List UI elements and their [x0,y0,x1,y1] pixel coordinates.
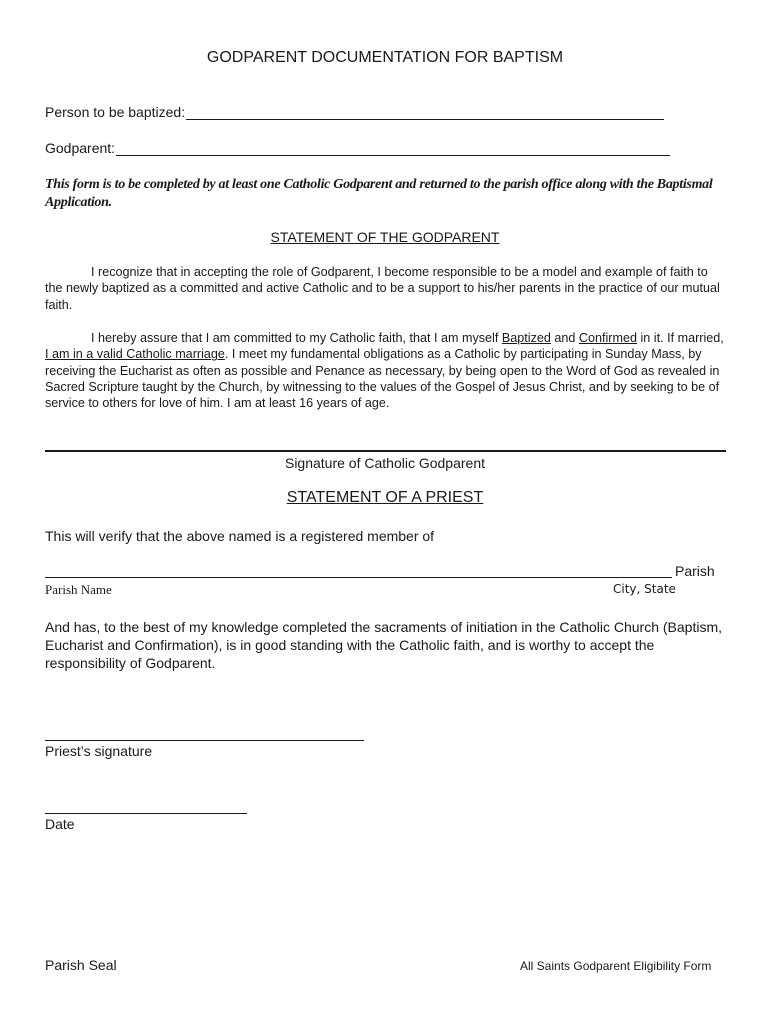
godparent-signature-line[interactable] [45,450,726,452]
person-to-be-baptized-field [45,104,664,120]
city-state-label: City, State [613,582,676,596]
priest-statement-heading: STATEMENT OF A PRIEST [286,489,484,506]
godparent-field [45,140,670,156]
date-label: Date [45,816,75,832]
parish-word: Parish [675,563,715,579]
parish-seal-label: Parish Seal [45,957,117,973]
parish-input-line[interactable] [45,577,672,578]
form-name-footer: All Saints Godparent Eligibility Form [520,959,712,973]
confirmed-term: Confirmed [578,331,637,345]
valid-marriage-term: I am in a valid Catholic marriage [45,347,225,362]
parish-name-label: Parish Name [45,582,112,597]
baptized-term: Baptized [501,331,551,345]
godparent-statement-heading: STATEMENT OF THE GODPARENT [270,229,500,245]
date-line[interactable] [45,813,247,814]
person-to-be-baptized-input-line[interactable] [186,105,664,120]
godparent-label: Godparent: [45,140,116,156]
godparent-input-line[interactable] [116,141,670,156]
page-title: GODPARENT DOCUMENTATION FOR BAPTISM [206,49,564,66]
instruction-note: This form is to be completed by at least one Catholic Godparent and returned to the parish office along with the Baptismal Application. [45,177,713,210]
priest-signature-line[interactable] [45,740,364,741]
priest-signature-label: Priest’s signature [45,743,153,759]
verify-text: This will verify that the above named is a registered member of [45,528,435,544]
godparent-statement-paragraph-2: I hereby assure that I am committed to my Catholic faith, that I am myself Baptized and Confirmed in it. If married, I am in a valid Catholic marriage. I meet my fundamental obligations as a Catholic by participating in Sunday Mass, by receiving the Eucharist as often as possible and Penance as necessary, by being open to the Word of God as revealed in Sacred Scripture taught by the Church, by witnessing to the values of the Gospel of Jesus Christ, and by seeking to be of service to others for love of him. I am at least 16 years of age. [45,331,724,411]
sacraments-text: And has, to the best of my knowledge completed the sacraments of initiation in the Catholic Church (Baptism, Eucharist and Confirmation), is in good standing with the Catholic faith, and is worthy to accept the responsibility of Godparent. [45,619,723,671]
godparent-statement-paragraph-1: I recognize that in accepting the role of Godparent, I become responsible to be a model and example of faith to the newly baptized as a committed and active Catholic and to be a support to his/her parents in the practice of our mutual faith. [45,265,720,312]
person-to-be-baptized-label: Person to be baptized: [45,104,186,120]
godparent-signature-label: Signature of Catholic Godparent [284,455,485,471]
